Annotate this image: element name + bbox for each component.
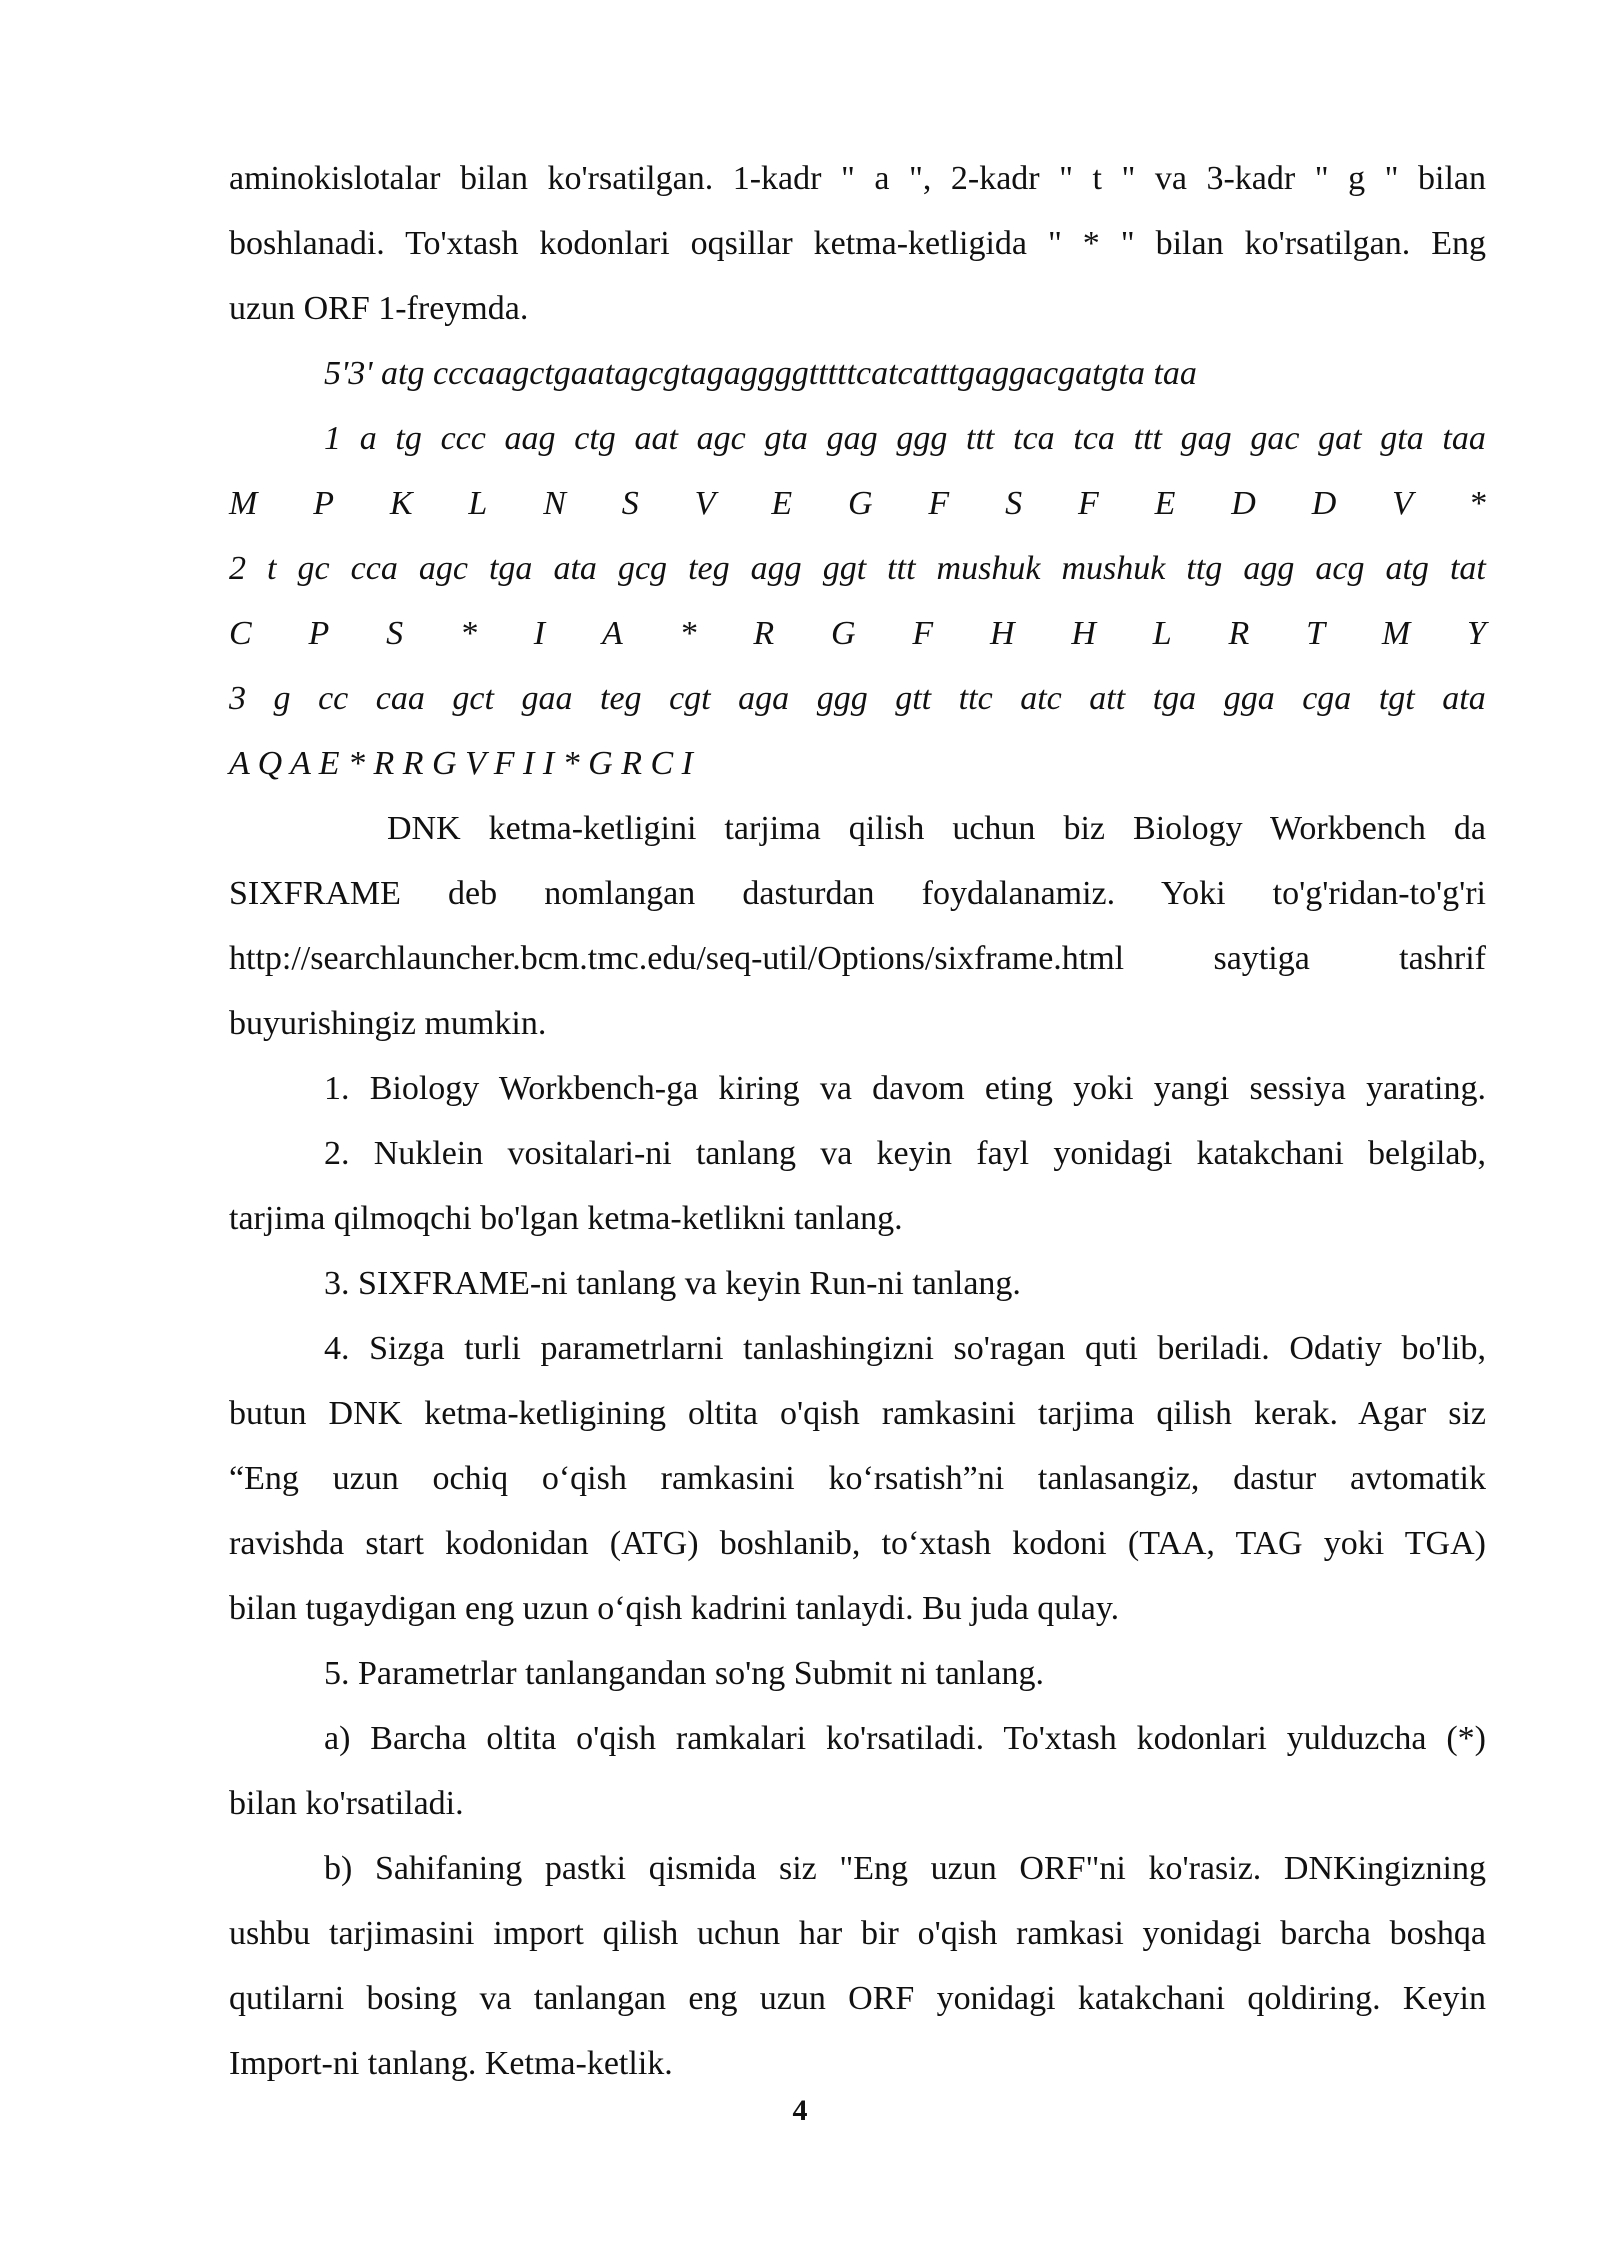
step-a <box>229 1706 1486 1836</box>
codon: gta <box>1380 420 1424 457</box>
codon: ttt <box>1133 420 1162 457</box>
codon: taa <box>1442 420 1486 457</box>
intro-paragraph <box>229 146 1486 341</box>
amino-acid: H <box>989 615 1015 652</box>
codon: att <box>1089 680 1126 717</box>
text-line: a) Barcha oltita o'qish ramkalari ko'rsatiladi. To'xtash kodonlari yulduzcha (*) <box>324 1720 1486 1757</box>
amino-acid: I <box>533 615 546 652</box>
codon: cca <box>350 550 398 587</box>
amino-acid: Y <box>1467 615 1486 652</box>
amino-acid: F <box>928 485 950 522</box>
amino-acid: * <box>459 615 477 652</box>
codon: tga <box>1152 680 1197 717</box>
codon: cga <box>1302 680 1352 717</box>
codon: gct <box>452 680 494 717</box>
amino-acid: A <box>601 615 623 652</box>
text-line: 5. Parametrlar tanlangandan so'ng Submit ni tanlang. <box>324 1655 1044 1692</box>
text-line: 4. Sizga turli parametrlarni tanlashingizni so'ragan quti beriladi. Odatiy bo'lib, <box>324 1330 1486 1367</box>
codon: 1 <box>324 420 341 457</box>
amino-acid: L <box>1152 615 1172 652</box>
codon: aag <box>504 420 556 457</box>
codon: agc <box>418 550 468 587</box>
codon: ttt <box>966 420 995 457</box>
step-3 <box>229 1251 1486 1316</box>
codon: ggg <box>896 420 948 457</box>
codon: gaa <box>521 680 573 717</box>
codon: agc <box>696 420 746 457</box>
amino-acid: C <box>229 615 252 652</box>
codon: agg <box>750 550 802 587</box>
codon: g <box>273 680 291 717</box>
amino-acid: G <box>830 615 856 652</box>
text-line: http://searchlauncher.bcm.tmc.edu/seq-util/Options/sixframe.html saytiga tashrif <box>229 940 1486 977</box>
step-2 <box>229 1121 1486 1251</box>
codon: a <box>359 420 377 457</box>
sequence-header: 5'3' atg cccaagctgaatagcgtagaggggtttttcatcatttgaggacgatgta taa <box>324 355 1197 392</box>
amino-acid: D <box>1231 485 1256 522</box>
codon: acg <box>1315 550 1365 587</box>
text-line: 2. Nuklein vositalari-ni tanlang va keyin fayl yonidagi katakchani belgilab, <box>324 1135 1486 1172</box>
amino-acid: M <box>229 485 258 522</box>
amino-acid: S <box>621 485 639 522</box>
codon: 2 <box>229 550 246 587</box>
codon: aga <box>738 680 790 717</box>
frame-1-nucleotides <box>229 406 1486 471</box>
amino-acid: K <box>389 485 413 522</box>
codon: mushuk <box>936 550 1041 587</box>
codon: ttt <box>887 550 916 587</box>
amino-acid: E <box>771 485 793 522</box>
codon: caa <box>375 680 425 717</box>
amino-acid: V <box>694 485 716 522</box>
frame-2-nucleotides <box>229 536 1486 601</box>
codon: agg <box>1243 550 1295 587</box>
text-line: bilan ko'rsatiladi. <box>229 1785 464 1822</box>
frame-3-nucleotides <box>229 666 1486 731</box>
codon: teg <box>688 550 730 587</box>
text-line: boshlanadi. To'xtash kodonlari oqsillar ketma-ketligida " * " bilan ko'rsatilgan. Eng <box>229 225 1486 262</box>
frame-3-aminoacids: A Q A E * R R G V F I I * G R C I <box>229 745 693 782</box>
sequence-block <box>229 341 1486 796</box>
codon: tat <box>1449 550 1486 587</box>
amino-acid: D <box>1311 485 1337 522</box>
step-4 <box>229 1316 1486 1641</box>
page-number: 4 <box>792 2094 808 2127</box>
amino-acid: P <box>308 615 330 652</box>
text-line: uzun ORF 1-freymda. <box>229 290 529 327</box>
codon: ggt <box>822 550 867 587</box>
amino-acid: N <box>543 485 566 522</box>
codon: tca <box>1073 420 1115 457</box>
codon: ccc <box>440 420 486 457</box>
amino-acid: * <box>1468 485 1486 522</box>
codon: tga <box>488 550 533 587</box>
amino-acid: * <box>679 615 697 652</box>
amino-acid: T <box>1306 615 1326 652</box>
text-line: 3. SIXFRAME-ni tanlang va keyin Run-ni tanlang. <box>324 1265 1021 1302</box>
text-line: ushbu tarjimasini import qilish uchun har bir o'qish ramkasi yonidagi barcha boshqa <box>229 1915 1486 1952</box>
text-line: bilan tugaydigan eng uzun o‘qish kadrini tanlaydi. Bu juda qulay. <box>229 1590 1120 1627</box>
codon: ttc <box>958 680 993 717</box>
codon: gag <box>826 420 878 457</box>
text-line: DNK ketma-ketligini tarjima qilish uchun biz Biology Workbench da <box>387 810 1486 847</box>
amino-acid: G <box>847 485 873 522</box>
codon: aat <box>634 420 678 457</box>
codon: gac <box>1250 420 1300 457</box>
frame-1-aminoacids <box>229 471 1486 536</box>
codon: gag <box>1180 420 1232 457</box>
text-line: buyurishingiz mumkin. <box>229 1005 547 1042</box>
amino-acid: S <box>1005 485 1023 522</box>
codon: tgt <box>1378 680 1415 717</box>
text-line: 1. Biology Workbench-ga kiring va davom eting yoki yangi sessiya yarating. <box>324 1070 1486 1107</box>
frame-2-aminoacids <box>229 601 1486 666</box>
codon: teg <box>600 680 642 717</box>
sixframe-paragraph <box>229 796 1486 1056</box>
codon: gta <box>764 420 808 457</box>
codon: t <box>267 550 277 587</box>
codon: ata <box>1442 680 1486 717</box>
text-line: b) Sahifaning pastki qismida siz "Eng uzun ORF"ni ko'rasiz. DNKingizning <box>324 1850 1486 1887</box>
step-5 <box>229 1641 1486 1706</box>
text-line: butun DNK ketma-ketligining oltita o'qish ramkasini tarjima qilish kerak. Agar siz <box>229 1395 1486 1432</box>
codon: ata <box>553 550 597 587</box>
amino-acid: P <box>313 485 334 522</box>
codon: ggg <box>816 680 868 717</box>
amino-acid: V <box>1392 485 1413 522</box>
amino-acid: E <box>1154 485 1176 522</box>
page-content <box>229 146 1486 2096</box>
amino-acid: L <box>468 485 488 522</box>
codon: atc <box>1020 680 1062 717</box>
codon: cgt <box>669 680 711 717</box>
amino-acid: R <box>1228 615 1250 652</box>
codon: gtt <box>895 680 932 717</box>
codon: mushuk <box>1061 550 1166 587</box>
codon: gga <box>1223 680 1275 717</box>
step-1 <box>229 1056 1486 1121</box>
codon: gat <box>1318 420 1362 457</box>
text-line: tarjima qilmoqchi bo'lgan ketma-ketlikni tanlang. <box>229 1200 903 1237</box>
amino-acid: S <box>386 615 404 652</box>
codon: tca <box>1013 420 1055 457</box>
codon: cc <box>318 680 349 717</box>
codon: atg <box>1385 550 1429 587</box>
amino-acid: F <box>912 615 934 652</box>
codon: ttg <box>1186 550 1223 587</box>
codon: ctg <box>574 420 616 457</box>
text-line: qutilarni bosing va tanlangan eng uzun ORF yonidagi katakchani qoldiring. Keyin <box>229 1980 1486 2017</box>
amino-acid: H <box>1071 615 1096 652</box>
codon: tg <box>395 420 422 457</box>
text-line: aminokislotalar bilan ko'rsatilgan. 1-kadr " a ", 2-kadr " t " va 3-kadr " g " bilan <box>229 160 1486 197</box>
text-line: “Eng uzun ochiq o‘qish ramkasini ko‘rsatish”ni tanlasangiz, dastur avtomatik <box>229 1460 1486 1497</box>
codon: gc <box>297 550 330 587</box>
text-line: ravishda start kodonidan (ATG) boshlanib, to‘xtash kodoni (TAA, TAG yoki TGA) <box>229 1525 1486 1562</box>
text-line: Import-ni tanlang. Ketma-ketlik. <box>229 2045 673 2082</box>
codon: 3 <box>229 680 246 717</box>
amino-acid: R <box>753 615 775 652</box>
codon: gcg <box>617 550 668 587</box>
text-line: SIXFRAME deb nomlangan dasturdan foydalanamiz. Yoki to'g'ridan-to'g'ri <box>229 875 1486 912</box>
amino-acid: F <box>1077 485 1099 522</box>
step-b <box>229 1836 1486 2096</box>
amino-acid: M <box>1381 615 1411 652</box>
